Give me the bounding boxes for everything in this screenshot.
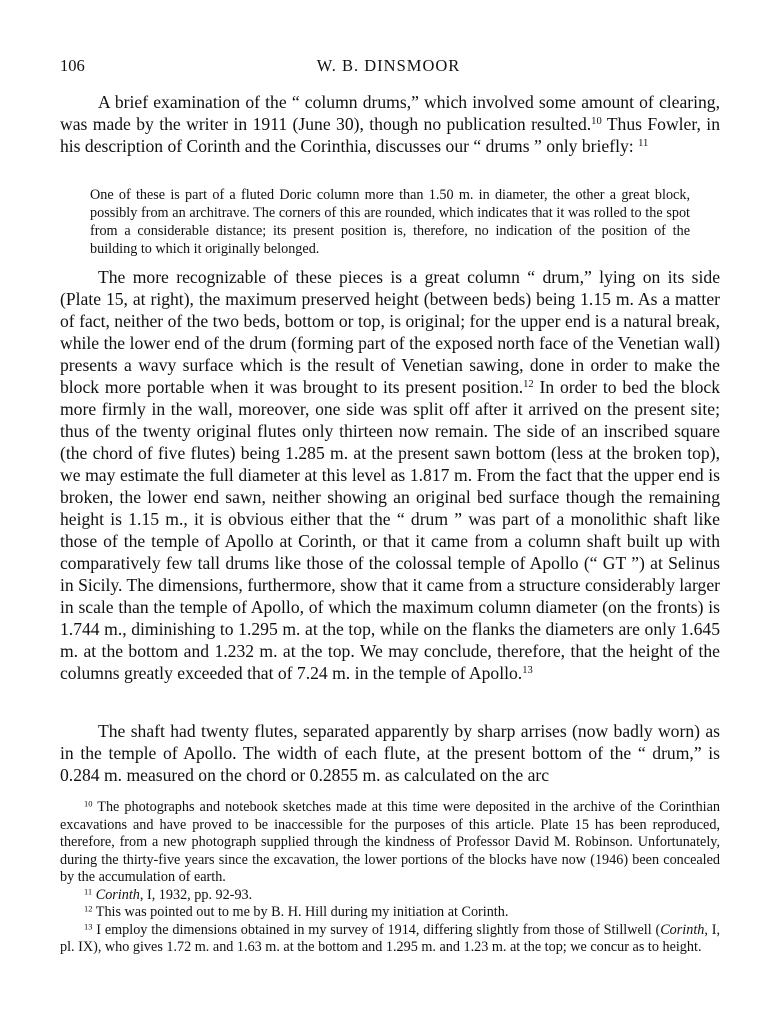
footnote-number: 11 <box>84 885 93 896</box>
footnote-13 <box>60 922 720 957</box>
footnote-number: 10 <box>84 798 93 809</box>
footnote-number: 12 <box>84 903 93 914</box>
block-quote: One of these is part of a fluted Doric column more than 1.50 m. in diameter, the other a great block, possibly from an architrave. The corners of this are rounded, which indicates that it was rolled to the spot from a considerable distance; its present position is, therefore, no indication of the position of the building to which it originally belonged. <box>90 187 690 257</box>
footnote-12 <box>60 904 720 922</box>
paragraph-2-text-b: In order to bed the block more firmly in the wall, moreover, one side was split off after it arrived on the present site; thus of the twenty original flutes only thirteen now remain. The side of an inscribed square (the chord of five flutes) being 1.285 m. at the present sawn bottom (less at the broken top), we may estimate the full diameter at this level as 1.817 m. From the fact that the upper end is broken, the lower end sawn, neither showing an original bed surface though the remaining height is 1.15 m., it is obvious either that the “ drum ” was part of a monolithic shaft like those of the temple of Apollo at Corinth, or that it came from a column shaft built up with comparatively few tall drums like those of the colossal temple of Apollo (“ GT ”) at Selinus in Sicily. The dimensions, furthermore, show that it came from a structure considerably larger in scale than the temple of Apollo, of which the maximum column diameter (on the fronts) is 1.744 m., diminishing to 1.295 m. at the top, while on the flanks the diameters are only 1.645 m. at the bottom and 1.232 m. at the top. We may conclude, therefore, that the height of the columns greatly exceeded that of 7.24 m. in the temple of Apollo. <box>60 377 720 683</box>
footnote-text: This was pointed out to me by B. H. Hill during my initiation at Corinth. <box>92 904 509 920</box>
footnote-work-title: Corinth <box>95 886 140 903</box>
footnotes <box>60 799 720 957</box>
footnote-ref-12: 12 <box>523 379 534 391</box>
paragraph-3-text: The shaft had twenty flutes, separated apparently by sharp arrises (now badly worn) as in the temple of Apollo. The width of each flute, at the present bottom of the “ drum,” is 0.284 m. measured on the chord or 0.2855 m. as calculated on the arc <box>60 721 720 785</box>
footnote-text: , I, 1932, pp. 92-93. <box>139 886 253 903</box>
footnote-ref-11: 11 <box>638 138 649 150</box>
footnote-text: The photographs and notebook sketches made at this time were deposited in the archive of the Corinthian excavations and have proved to be inaccessible for the purposes of this article. Plate 15 has been reproduced, therefore, from a new photograph supplied through the kindness of Professor David M. Robinson. Unfortunately, during the thirty-five years since the excavation, the lower portions of the blocks have now (1946) been concealed by the accumulation of earth. <box>60 799 720 885</box>
footnote-text-a: I employ the dimensions obtained in my survey of 1914, differing slightly from those of Stillwell ( <box>92 921 661 938</box>
paragraph-2 <box>60 266 720 684</box>
footnote-number: 13 <box>84 920 93 931</box>
footnote-text-b: , I, pl. IX), who gives 1.72 m. and 1.63 m. at the bottom and 1.295 m. and 1.23 m. at the top; we concur as to height. <box>60 921 720 955</box>
footnote-11 <box>60 887 720 905</box>
paragraph-3 <box>60 720 720 786</box>
footnote-10 <box>60 799 720 887</box>
running-head: W. B. DINSMOOR <box>316 56 461 75</box>
footnote-work-title: Corinth <box>660 921 705 938</box>
paragraph-1-text-a: A brief examination of the “ column drums,” which involved some amount of clearing, was made by the writer in 1911 (June 30), though no publication resulted. <box>60 92 720 134</box>
paragraph-1 <box>60 91 720 157</box>
footnote-ref-13: 13 <box>522 665 533 677</box>
paragraph-1-text-b: Thus Fowler, in his description of Corinth and the Corinthia, discusses our “ drums ” only briefly: <box>60 114 720 156</box>
page-number: 106 <box>60 56 85 75</box>
footnote-ref-10: 10 <box>591 116 602 128</box>
paragraph-2-text-a: The more recognizable of these pieces is a great column “ drum,” lying on its side (Plate 15, at right), the maximum preserved height (between beds) being 1.15 m. As a matter of fact, neither of the two beds, bottom or top, is original; for the upper end is a natural break, while the lower end of the drum (forming part of the exposed north face of the Venetian wall) presents a wavy surface which is the result of Venetian sawing, done in order to make the block more portable when it was brought to its present position. <box>60 267 720 397</box>
page-header <box>60 56 717 78</box>
